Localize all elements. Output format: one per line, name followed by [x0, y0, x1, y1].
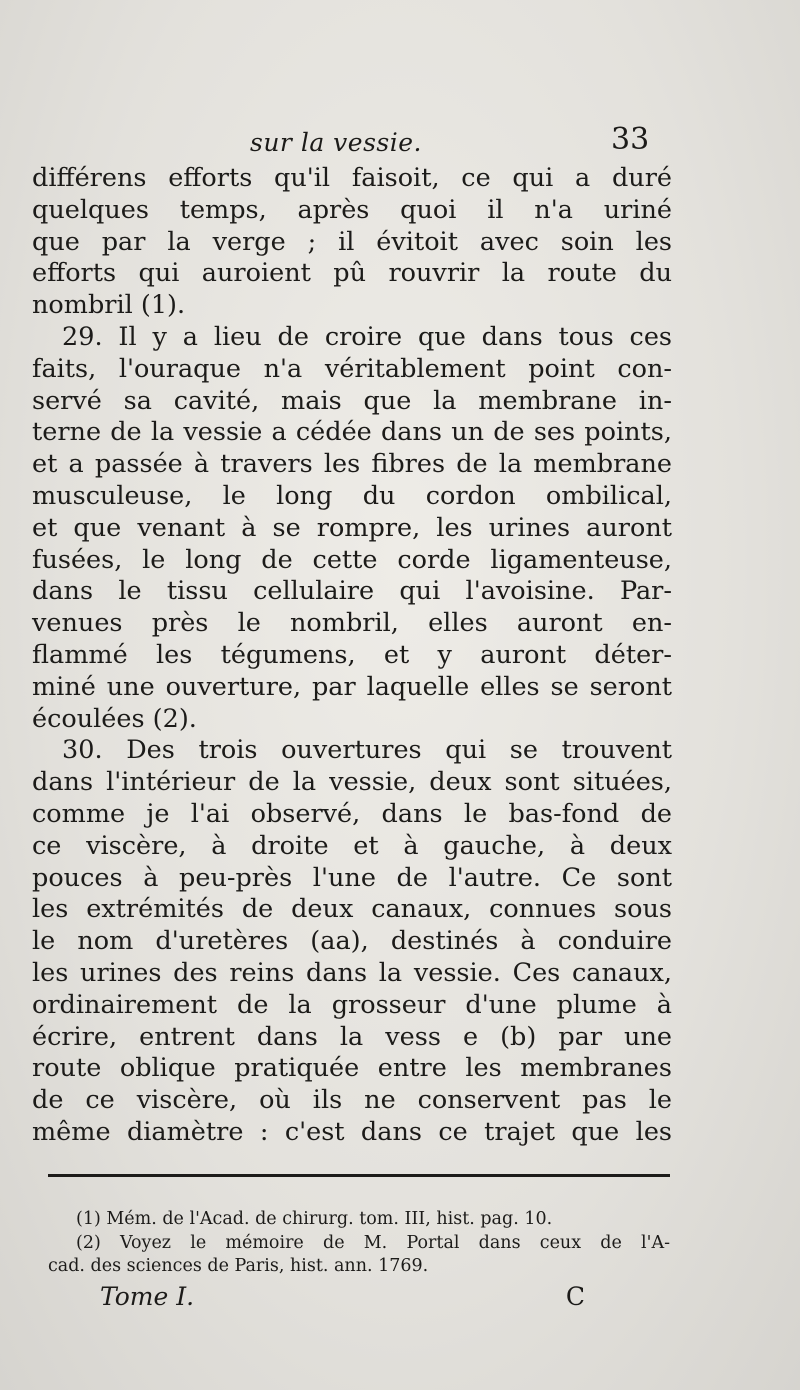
text-line: différens efforts qu'il faisoit, ce qui a duré [32, 163, 672, 193]
text-line: comme je l'ai observé, dans le bas-fond de [32, 798, 672, 829]
page-footer [100, 1282, 585, 1311]
paragraph-29-start: 29. Il y a lieu de croire que dans tous ces [62, 321, 672, 352]
text-line: ce viscère, à droite et à gauche, à deux [32, 830, 672, 861]
text-line: que par la verge ; il évitoit avec soin les [32, 226, 672, 257]
text-line: efforts qui auroient pû rouvrir la route du [32, 258, 672, 289]
text-line: écoulées (2). [32, 703, 197, 734]
text-line: quelques temps, après quoi il n'a uriné [32, 194, 672, 225]
text-line: fusées, le long de cette corde ligamenteuse, [32, 544, 672, 575]
text-line: flammé les tégumens, et y auront déter- [32, 639, 672, 670]
text-line: et a passée à travers les fibres de la membrane [32, 449, 672, 480]
text-line: route oblique pratiquée entre les membranes [32, 1053, 672, 1084]
footnote-2-continued: cad. des sciences de Paris, hist. ann. 1769. [48, 1256, 429, 1276]
text-line: dans le tissu cellulaire qui l'avoisine. Par- [32, 576, 672, 607]
signature-mark: C [565, 1282, 585, 1311]
text-line: terne de la vessie a cédée dans un de ses points, [32, 417, 672, 448]
text-line: nombril (1). [32, 290, 186, 321]
footnote-1: (1) Mém. de l'Acad. de chirurg. tom. III, hist. pag. 10. [76, 1209, 553, 1229]
text-line: miné une ouverture, par laquelle elles se seront [32, 671, 672, 702]
text-line: même diamètre : c'est dans ce trajet que les [32, 1116, 672, 1147]
volume-label: Tome I. [100, 1282, 195, 1311]
text-line: venues près le nombril, elles auront en- [32, 608, 672, 639]
footnotes [48, 1208, 670, 1279]
text-line: de ce viscère, où ils ne conservent pas le [32, 1085, 672, 1116]
text-line: musculeuse, le long du cordon ombilical, [32, 480, 672, 511]
footnote-rule [48, 1174, 670, 1177]
text-line: ordinairement de la grosseur d'une plume à [32, 989, 672, 1020]
text-line: pouces à peu-près l'une de l'autre. Ce sont [32, 862, 672, 893]
page-number: 33 [611, 122, 650, 157]
text-line: servé sa cavité, mais que la membrane in- [32, 385, 672, 416]
body-text [32, 163, 672, 1149]
text-line: faits, l'ouraque n'a véritablement point con- [32, 353, 672, 384]
text-line: les extrémités de deux canaux, connues sous [32, 894, 672, 925]
text-line: écrire, entrent dans la vess e (b) par une [32, 1021, 672, 1052]
text-line: dans l'intérieur de la vessie, deux sont situées, [32, 767, 672, 798]
text-line: les urines des reins dans la vessie. Ces canaux, [32, 957, 672, 988]
paragraph-30-start: 30. Des trois ouvertures qui se trouvent [62, 735, 672, 766]
footnote-2: (2) Voyez le mémoire de M. Portal dans ceux de l'A- [76, 1232, 670, 1253]
text-line: le nom d'uretères (aa), destinés à conduire [32, 926, 672, 957]
running-head: sur la vessie. [250, 128, 422, 157]
text-line: et que venant à se rompre, les urines auront [32, 512, 672, 543]
